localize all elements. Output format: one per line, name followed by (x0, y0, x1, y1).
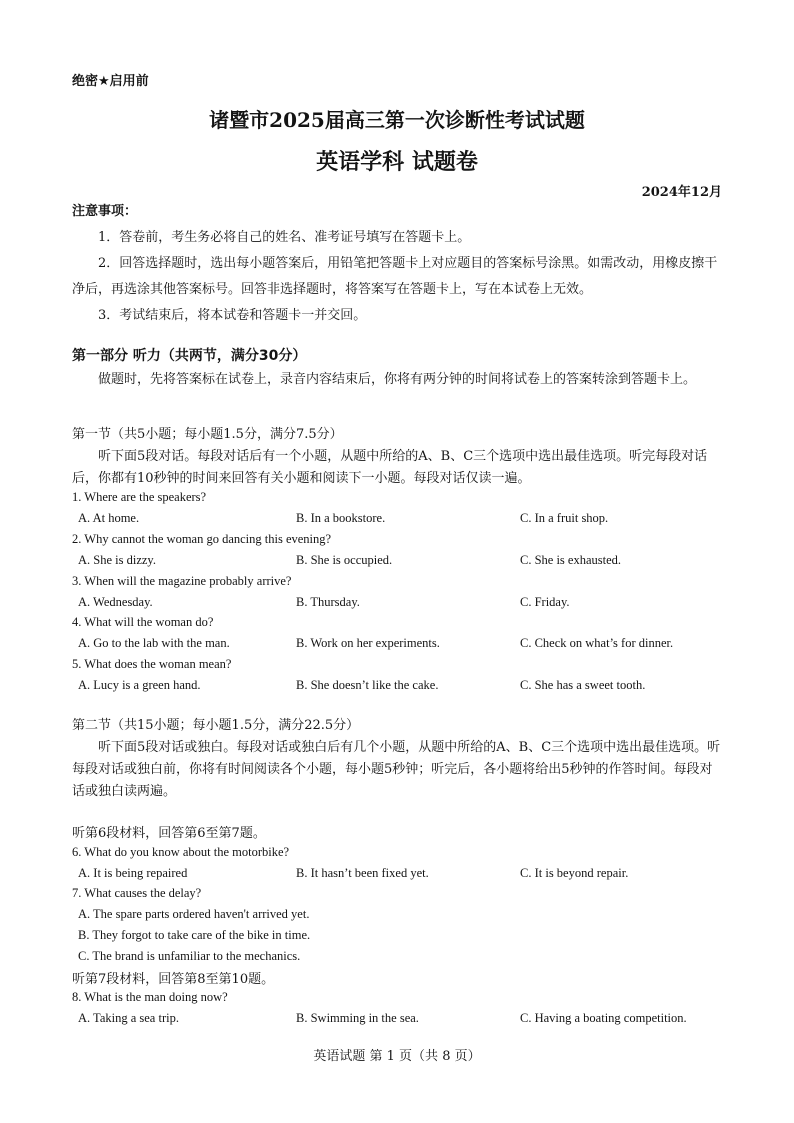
option-c: C. Having a boating competition. (520, 1011, 687, 1025)
question-stem: 1. Where are the speakers? (72, 490, 207, 504)
page-footer: 英语试题 第 1 页（共 8 页） (313, 1049, 481, 1064)
option-c: C. Friday. (520, 595, 570, 609)
exam-title: 诸暨市2025届高三第一次诊断性考试试题 (209, 108, 585, 132)
option-c: C. In a fruit shop. (520, 511, 609, 525)
section1-heading: 第一节（共5小题；每小题1.5分，满分7.5分） (72, 427, 343, 442)
question-stem: 3. When will the magazine probably arrive? (72, 574, 292, 588)
option-c: C. She has a sweet tooth. (520, 678, 646, 692)
option-a: A. It is being repaired (78, 866, 188, 880)
question-stem: 8. What is the man doing now? (72, 990, 228, 1004)
section2-intro: 听下面5段对话或独白。每段对话或独白后有几个小题，从题中所给的A、B、C三个选项中选出最佳选项。听每段对话或独白前，你将有时间阅读各个小题，每小题5秒钟；听完后，各小题将给出5秒钟的作答时间。每段对话或独白读两遍。 (72, 740, 721, 799)
option-a: A. Lucy is a green hand. (78, 678, 201, 692)
option-b: B. Thursday. (296, 595, 360, 609)
notice-item-3: 3．考试结束后，将本试卷和答题卡一并交回。 (98, 308, 367, 323)
option-c: C. She is exhausted. (520, 553, 622, 567)
option-b: B. She is occupied. (296, 553, 393, 567)
section1-block (72, 424, 724, 490)
notice-heading: 注意事项： (72, 204, 138, 219)
notice-block (72, 199, 724, 329)
confidential-label: 绝密★启用前 (72, 74, 149, 89)
option-a: A. Go to the lab with the man. (78, 636, 230, 650)
question-stem: 2. Why cannot the woman go dancing this evening? (72, 532, 332, 546)
option-a: A. Taking a sea trip. (78, 1011, 179, 1025)
option-a: A. The spare parts ordered haven't arrived yet. (78, 907, 310, 921)
part1-block (72, 343, 724, 391)
option-b: B. They forgot to take care of the bike in time. (78, 928, 311, 942)
exam-date: 2024年12月 (641, 185, 722, 200)
option-c: C. Check on what’s for dinner. (520, 636, 674, 650)
option-c: C. It is beyond repair. (520, 866, 629, 880)
section1-intro: 听下面5段对话。每段对话后有一个小题，从题中所给的A、B、C三个选项中选出最佳选项。听完每段对话后，你都有10秒钟的时间来回答有关小题和阅读下一小题。每段对话仅读一遍。 (72, 449, 708, 486)
option-b: B. It hasn’t been fixed yet. (296, 866, 429, 880)
option-b: B. She doesn’t like the cake. (296, 678, 439, 692)
notice-item-1: 1．答卷前，考生务必将自己的姓名、准考证号填写在答题卡上。 (98, 230, 471, 245)
part1-intro: 做题时，先将答案标在试卷上，录音内容结束后，你将有两分钟的时间将试卷上的答案转涂到答题卡上。 (98, 372, 697, 387)
question-stem: 5. What does the woman mean? (72, 657, 232, 671)
part1-heading: 第一部分 听力（共两节，满分30分） (72, 348, 307, 364)
question-stem: 7. What causes the delay? (72, 886, 202, 900)
section2-block (72, 715, 724, 803)
option-b: B. Swimming in the sea. (296, 1011, 419, 1025)
question-stem: 6. What do you know about the motorbike? (72, 845, 290, 859)
material-7-note: 听第7段材料，回答第8至第10题。 (72, 972, 275, 987)
option-c: C. The brand is unfamiliar to the mechanics. (78, 949, 301, 963)
section2-heading: 第二节（共15小题；每小题1.5分，满分22.5分） (72, 718, 360, 733)
option-a: A. Wednesday. (78, 595, 153, 609)
option-b: B. In a bookstore. (296, 511, 386, 525)
notice-item-2: 2．回答选择题时，选出每小题答案后，用铅笔把答题卡上对应题目的答案标号涂黑。如需改动，用橡皮擦干净后，再选涂其他答案标号。回答非选择题时，将答案写在答题卡上，写在本试卷上无效。 (72, 256, 718, 297)
exam-subtitle: 英语学科 试题卷 (316, 149, 478, 175)
option-b: B. Work on her experiments. (296, 636, 440, 650)
option-a: A. At home. (78, 511, 140, 525)
question-stem: 4. What will the woman do? (72, 615, 214, 629)
material-6-note: 听第6段材料，回答第6至第7题。 (72, 826, 266, 841)
option-a: A. She is dizzy. (78, 553, 156, 567)
